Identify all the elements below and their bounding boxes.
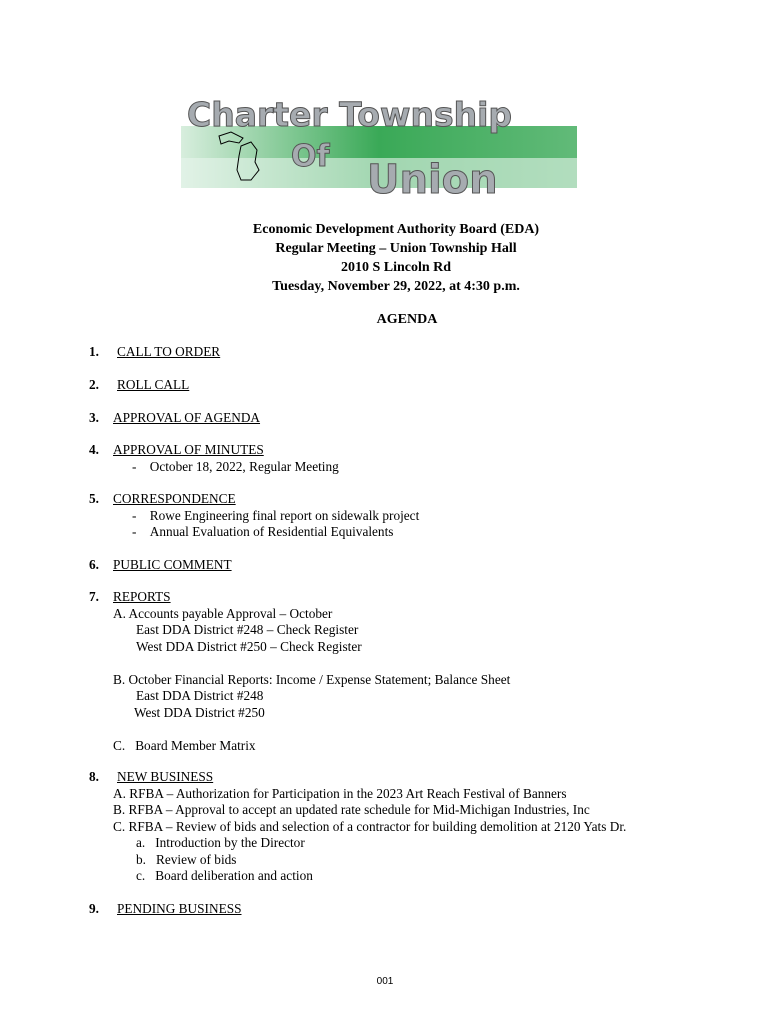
agenda-item-4 xyxy=(89,442,339,475)
item-number: 1. xyxy=(89,344,99,359)
report-b xyxy=(89,672,510,689)
item-title: CORRESPONDENCE xyxy=(113,491,236,506)
sub-label: A. xyxy=(113,605,126,621)
sub-item-text: Rowe Engineering final report on sidewalk project xyxy=(149,507,420,523)
logo-line2: Of xyxy=(291,139,330,174)
sub-line: West DDA District #250 xyxy=(134,704,265,720)
item-number: 7. xyxy=(89,589,99,604)
logo-line3: Union xyxy=(367,157,498,196)
sub-item-text: Accounts payable Approval – October xyxy=(128,605,333,621)
sub-entry-a xyxy=(89,835,626,852)
sub-label: a. xyxy=(136,835,146,850)
item-title: REPORTS xyxy=(113,589,171,604)
sub-item: - October 18, 2022, Regular Meeting xyxy=(132,458,339,474)
sub-item-text: RFBA – Review of bids and selection of a contractor for building demolition at 2120 Yats Dr. xyxy=(128,818,627,834)
item-number: 4. xyxy=(89,442,99,457)
item-number: 6. xyxy=(89,557,99,572)
item-number: 9. xyxy=(89,901,99,916)
sub-item-text: Board Member Matrix xyxy=(135,737,256,753)
agenda-item-1 xyxy=(89,344,220,361)
item-title: APPROVAL OF MINUTES xyxy=(113,442,264,457)
sub-item: - Annual Evaluation of Residential Equivalents xyxy=(132,524,394,539)
agenda-item-2 xyxy=(89,377,189,394)
sub-label: c. xyxy=(136,868,146,883)
agenda-title: AGENDA xyxy=(376,312,438,327)
logo-line1: Charter Township xyxy=(187,96,513,134)
sub-label: b. xyxy=(136,851,146,867)
item-title: NEW BUSINESS xyxy=(117,769,214,784)
sub-item-text: RFBA – Approval to accept an updated rate schedule for Mid-Michigan Industries, Inc xyxy=(128,802,590,817)
meeting-header xyxy=(0,220,770,296)
sub-entry-b xyxy=(89,852,626,869)
item-title: PENDING BUSINESS xyxy=(117,901,242,916)
item-title: ROLL CALL xyxy=(117,377,190,392)
new-business-c xyxy=(89,819,626,836)
sub-label: A. xyxy=(113,785,126,801)
meeting-address: 2010 S Lincoln Rd xyxy=(340,260,452,275)
item-number: 3. xyxy=(89,410,99,425)
sub-label: B. xyxy=(113,802,126,817)
sub-line: West DDA District #250 – Check Register xyxy=(136,638,362,654)
sub-label: C. xyxy=(113,818,126,834)
sub-item-text: Annual Evaluation of Residential Equivalents xyxy=(149,524,394,539)
item-title: PUBLIC COMMENT xyxy=(113,557,232,572)
page-number: 001 xyxy=(376,976,394,987)
sub-item-text: October 18, 2022, Regular Meeting xyxy=(149,458,339,474)
meeting-date: Tuesday, November 29, 2022, at 4:30 p.m. xyxy=(272,279,520,294)
meeting-type: Regular Meeting – Union Township Hall xyxy=(275,241,517,256)
sub-line: East DDA District #248 xyxy=(136,688,264,703)
report-a xyxy=(89,606,510,623)
new-business-a xyxy=(89,786,626,803)
item-number: 2. xyxy=(89,377,99,392)
township-logo xyxy=(181,96,577,196)
sub-item-text: RFBA – Authorization for Participation in the 2023 Art Reach Festival of Banners xyxy=(129,785,567,801)
agenda-item-3 xyxy=(89,410,260,427)
sub-label: C. xyxy=(113,737,126,753)
sub-item-text: Board deliberation and action xyxy=(155,868,313,883)
agenda-item-8 xyxy=(89,769,626,885)
new-business-b xyxy=(89,802,626,819)
sub-entry-c xyxy=(89,868,626,885)
sub-item: - Rowe Engineering final report on sidewalk project xyxy=(132,507,420,523)
agenda-item-7 xyxy=(89,589,510,754)
sub-label: B. xyxy=(113,671,126,687)
report-c xyxy=(89,738,510,755)
item-title: CALL TO ORDER xyxy=(117,344,221,359)
item-title: APPROVAL OF AGENDA xyxy=(113,410,261,425)
agenda-item-5 xyxy=(89,491,419,541)
board-name: Economic Development Authority Board (EDA) xyxy=(252,222,540,237)
item-number: 5. xyxy=(89,491,99,506)
item-number: 8. xyxy=(89,769,99,784)
sub-item-text: Review of bids xyxy=(155,851,237,867)
sub-item-text: October Financial Reports: Income / Expense Statement; Balance Sheet xyxy=(128,671,511,687)
agenda-item-6 xyxy=(89,557,232,574)
sub-item-text: Introduction by the Director xyxy=(155,835,305,850)
agenda-item-9 xyxy=(89,901,242,918)
sub-line: East DDA District #248 – Check Register xyxy=(136,622,359,637)
